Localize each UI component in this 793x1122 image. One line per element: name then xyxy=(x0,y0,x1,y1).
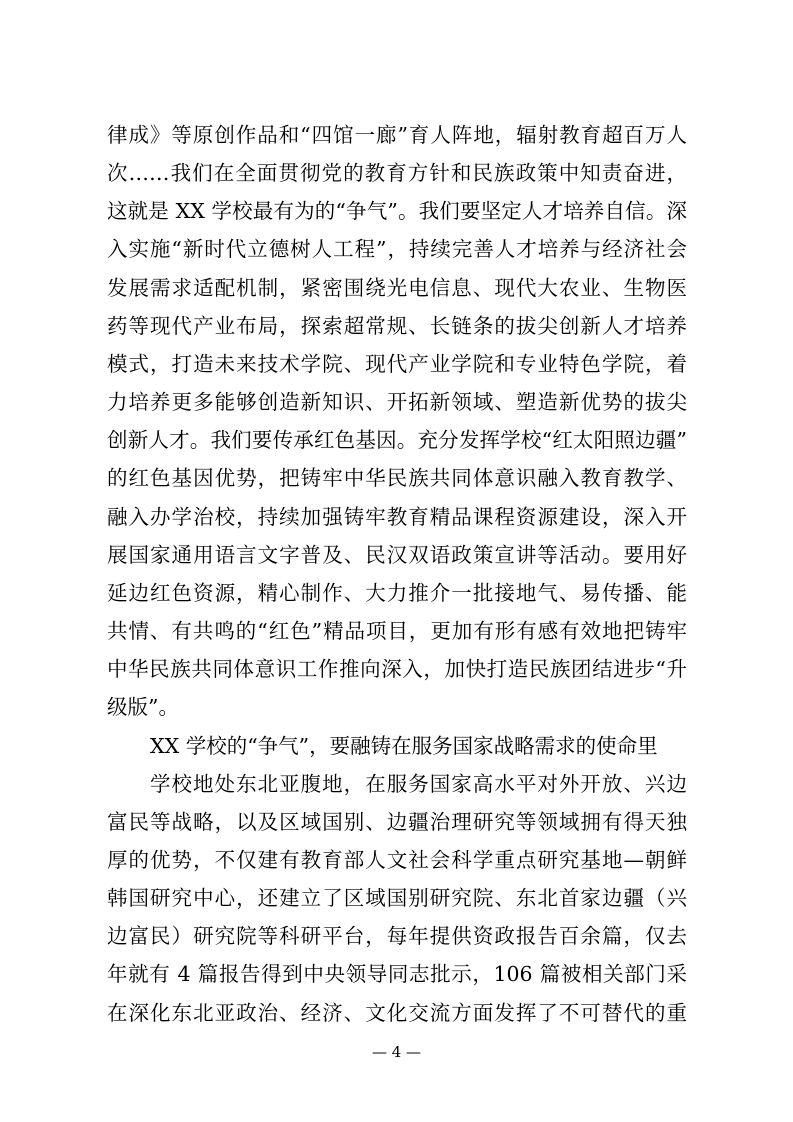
text-line: 模式，打造未来技术学院、现代产业学院和专业特色学院，着 xyxy=(107,351,687,376)
text-line: 创新人才。我们要传承红色基因。充分发挥学校“红太阳照边疆” xyxy=(107,428,687,453)
text-line: 级版”。 xyxy=(107,695,179,720)
text-line: 力培养更多能够创造新知识、开拓新领域、塑造新优势的拔尖 xyxy=(107,390,687,415)
text-line: 药等现代产业布局，探索超常规、长链条的拔尖创新人才培养 xyxy=(107,313,687,338)
text-line: 富民等战略，以及区域国别、边疆治理研究等领域拥有得天独 xyxy=(107,809,687,834)
page-number: — 4 — xyxy=(371,1043,422,1061)
text-line: 学校地处东北亚腹地，在服务国家高水平对外开放、兴边 xyxy=(150,771,687,796)
text-line: 韩国研究中心，还建立了区域国别研究院、东北首家边疆（兴 xyxy=(107,886,687,911)
text-line: 融入办学治校，持续加强铸牢教育精品课程资源建设，深入开 xyxy=(107,504,687,529)
text-line: 的红色基因优势，把铸牢中华民族共同体意识融入教育教学、 xyxy=(107,466,687,491)
text-line: 共情、有共鸣的“红色”精品项目，更加有形有感有效地把铸牢 xyxy=(107,619,687,644)
body-text xyxy=(107,116,687,1032)
text-line: 延边红色资源，精心制作、大力推介一批接地气、易传播、能 xyxy=(107,580,687,605)
text-line: 厚的优势，不仅建有教育部人文社会科学重点研究基地—朝鲜 xyxy=(107,847,687,872)
text-line: 发展需求适配机制，紧密围绕光电信息、现代大农业、生物医 xyxy=(107,275,687,300)
text-line: 中华民族共同体意识工作推向深入，加快打造民族团结进步“升 xyxy=(107,657,687,682)
text-line: 次……我们在全面贯彻党的教育方针和民族政策中知责奋进， xyxy=(107,161,687,186)
text-line: 律成》等原创作品和“四馆一廊”育人阵地，辐射教育超百万人 xyxy=(107,123,687,147)
text-line: 年就有 4 篇报告得到中央领导同志批示，106 篇被相关部门采 xyxy=(107,962,687,987)
section-heading: XX 学校的“争气”，要融铸在服务国家战略需求的使命里 xyxy=(150,733,658,758)
text-line: 边富民）研究院等科研平台，每年提供资政报告百余篇，仅去 xyxy=(107,924,687,949)
text-line: 展国家通用语言文字普及、民汉双语政策宣讲等活动。要用好 xyxy=(107,542,687,567)
text-line: 在深化东北亚政治、经济、文化交流方面发挥了不可替代的重 xyxy=(107,1000,687,1025)
text-line: 入实施“新时代立德树人工程”，持续完善人才培养与经济社会 xyxy=(107,237,687,262)
text-line: 这就是 XX 学校最有为的“争气”。我们要坚定人才培养自信。深 xyxy=(107,199,687,224)
